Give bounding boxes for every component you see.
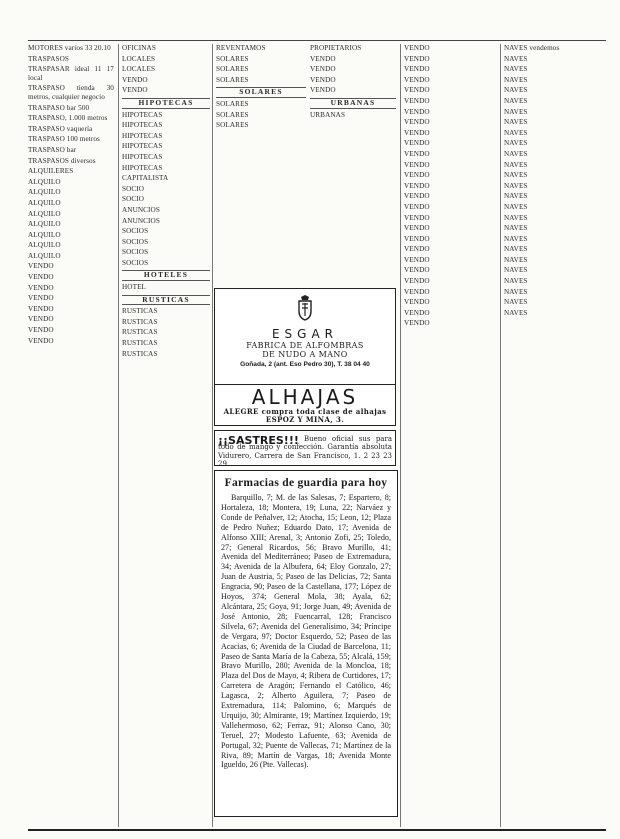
classified-ad: NAVES: [504, 75, 528, 84]
classified-ad: VENDO: [28, 273, 54, 282]
classified-ad: NAVES: [504, 128, 528, 137]
classified-ad: VENDO: [404, 44, 430, 52]
classified-ad: VENDO: [404, 213, 430, 222]
classified-ad: VENDO: [404, 277, 430, 286]
classified-ad: VENDO: [404, 128, 430, 137]
classified-ad: SOLARES: [216, 54, 249, 63]
classified-ad: NAVES: [504, 54, 528, 63]
classified-ad: ALQUILO: [28, 230, 61, 239]
classified-ad: VENDO: [404, 255, 430, 264]
section-heading: URBANAS: [310, 98, 396, 109]
classified-ad: LOCALES: [122, 54, 156, 63]
classified-ad: VENDO: [404, 245, 430, 254]
classified-ad: VENDO: [404, 75, 430, 84]
classified-ad: NAVES: [504, 224, 528, 233]
classified-ad: VENDO: [310, 54, 336, 63]
classified-column-3: [216, 44, 306, 283]
classified-ad: ANUNCIOS: [122, 216, 160, 225]
classified-ad: SOCIOS: [122, 248, 149, 257]
alhajas-line-1: ALEGRE compra toda clase de alhajas: [223, 407, 387, 416]
classified-ad: VENDO: [404, 308, 430, 317]
farmacias-list: Barquillo, 7; M. de las Salesas, 7; Espartero, 8; Hortaleza, 18; Montera, 19; Luna, 22; Narváez y Conde de Peñalver, 12; Atocha, 15; Leon, 12; Plaza de Pedro Nuñez; Eduardo Dato, 17; Avenida de Alfonso XIII; Arenal, 3; Antonio Zofi, 25; Toledo, 27; General Ricardos, 56; Bravo Murillo, 41; Avenida del Mediterráneo; Paseo de Extremadura, 34; Avenida de la Albufera, 64; Eloy Gonzalo, 27; Juan de Austria, 5; Paseo de las Delicias, 72; Santa Engracia, 90; Paseo de la Castellana, 177; López de Hoyos, 374; General Mola, 38; Ayala, 62; Alcántara, 25; Goya, 91; Jorge Juan, 49; Avenida de José Antonio, 28; Fuencarral, 128; Francisco Silvela, 67; Avenida del Generalísimo, 34; Príncipe de Vergara, 97; Doctor Esquerdo, 52; Paseo de las Acacias, 6; Avenida de la Ciudad de Barcelona, 11; Paseo de Santa María de la Cabeza, 55; Alcalá, 159; Bravo Murillo, 280; Avenida de la Moncloa, 18; Plaza del Dos de Mayo, 4; Ribera de Curtidores, 17; Carretera de Aragón; Fernando el Católico, 46; Lagasca, 2; Alberto Aguilera, 7; Paseo de Extremadura, 114; Palomino, 6; Marqués de Urquijo, 30; Almirante, 19; Martínez Izquierdo, 19; Vallehermoso, 62; Ferraz, 91; Alonso Cano, 30; Teruel, 27; Modesto Lafuente, 63; Avenida de Portugal, 32; Puente de Vallecas, 71; Martínez de la Riva, 89; Martín de Vargas, 18; Avenida Monte Igueldo, 26 (Pte. Vallecas).: [221, 493, 391, 770]
classified-column-5: [404, 44, 496, 827]
classified-ad: VENDO: [28, 283, 54, 292]
classified-ad: RUSTICAS: [122, 349, 158, 358]
classified-ad: TRASPASO, 1.000 metros: [28, 114, 108, 123]
sastres-text: Bueno oficial sus para todo de mango y confección. Garantía absoluta Vidurero, Carrera de San Francisco, 1. 2 23 23 29: [218, 435, 392, 469]
section-heading: RUSTICAS: [122, 295, 210, 306]
classified-ad: URBANAS: [310, 110, 346, 119]
classified-ad: TRASPASOS: [28, 54, 69, 63]
classified-ad: ALQUILO: [28, 220, 61, 229]
classified-ad: TRASPASO 100 metros: [28, 135, 100, 144]
classified-ad: VENDO: [404, 202, 430, 211]
classified-ad: VENDO: [28, 336, 54, 345]
classified-ad: SOLARES: [216, 75, 249, 84]
classified-ad: ALQUILO: [28, 241, 61, 250]
column-rule: [212, 44, 213, 827]
classified-ad: VENDO: [28, 262, 54, 271]
classified-ad: SOLARES: [216, 99, 249, 108]
classified-ad: NAVES: [504, 160, 528, 169]
classified-ad: NAVES: [504, 308, 528, 317]
classified-ad: NAVES: [504, 149, 528, 158]
classified-ad: SOLARES: [216, 121, 249, 130]
classified-ad: NAVES: [504, 255, 528, 264]
classified-ad: ALQUILO: [28, 251, 61, 260]
classified-ad: VENDO: [122, 75, 148, 84]
classified-ad: NAVES: [504, 86, 528, 95]
classified-ad: VENDO: [404, 139, 430, 148]
classified-ad: SOCIOS: [122, 227, 149, 236]
esgar-advert: [214, 288, 396, 385]
classified-ad: SOLARES: [216, 65, 249, 74]
classified-ad: NAVES: [504, 107, 528, 116]
classified-ad: TRASPASO bar 500: [28, 103, 90, 112]
classified-ad: VENDO: [404, 86, 430, 95]
classified-ad: VENDO: [404, 319, 430, 328]
classified-ad: HIPOTECAS: [122, 152, 163, 161]
classified-ad: VENDO: [28, 294, 54, 303]
classified-ad: VENDO: [28, 326, 54, 335]
classified-ad: RUSTICAS: [122, 339, 158, 348]
classified-ad: SOCIO: [122, 195, 145, 204]
classified-ad: ALQUILO: [28, 198, 61, 207]
classified-ad: TRASPASOS diversos: [28, 156, 96, 165]
alhajas-title: ALHAJAS: [251, 385, 359, 409]
classified-ad: ALQUILO: [28, 177, 61, 186]
classified-ad: NAVES: [504, 96, 528, 105]
section-heading: HIPOTECAS: [122, 98, 210, 109]
classified-ad: VENDO: [404, 224, 430, 233]
classified-ad: NAVES: [504, 171, 528, 180]
classified-ad: VENDO: [404, 65, 430, 74]
classified-ad: ALQUILO: [28, 209, 61, 218]
classified-ad: VENDO: [310, 65, 336, 74]
classified-ad: NAVES: [504, 202, 528, 211]
esgar-brand-name: ESGAR: [271, 327, 339, 341]
sastres-advert: [214, 430, 396, 469]
classified-column-6: [504, 44, 604, 827]
classified-ad: VENDO: [404, 298, 430, 307]
classified-ad: NAVES: [504, 287, 528, 296]
classified-ad: VENDO: [404, 96, 430, 105]
alhajas-advert: [214, 384, 396, 426]
classified-column-2: [122, 44, 210, 827]
classified-ad: VENDO: [404, 107, 430, 116]
esgar-tagline-2: DE NUDO A MANO: [262, 350, 348, 359]
classified-ad: VENDO: [310, 75, 336, 84]
classified-ad: TRASPASO tienda 30 metros, cualquier negocio: [28, 84, 114, 101]
classified-ad: HOTEL: [122, 283, 147, 292]
classified-ad: TRASPASO vaquería: [28, 124, 93, 133]
top-rule: [28, 40, 606, 41]
classified-ad: SOCIOS: [122, 237, 149, 246]
alhajas-line-2: ESPOZ Y MINA, 3.: [265, 415, 345, 424]
esgar-tagline: FABRICA DE ALFOMBRAS: [246, 341, 364, 350]
classified-ad: NAVES: [504, 192, 528, 201]
classified-ad: NAVES: [504, 139, 528, 148]
classified-column-1: [28, 44, 114, 827]
classified-ad: HIPOTECAS: [122, 163, 163, 172]
classified-ad: NAVES: [504, 65, 528, 74]
classified-ad: HIPOTECAS: [122, 110, 163, 119]
classified-ad: NAVES: [504, 118, 528, 127]
classified-ad: SOLARES: [216, 110, 249, 119]
classified-ad: NAVES vendemos: [504, 44, 560, 52]
column-rule: [118, 44, 119, 827]
classified-ad: RUSTICAS: [122, 328, 158, 337]
classified-ad: RUSTICAS: [122, 307, 158, 316]
classified-ad: VENDO: [404, 192, 430, 201]
classified-column-4: [310, 44, 396, 263]
classified-ad: ALQUILO: [28, 188, 61, 197]
classified-ad: VENDO: [28, 315, 54, 324]
classified-ad: REVENTAMOS: [216, 44, 266, 52]
classified-ad: NAVES: [504, 266, 528, 275]
classified-ad: NAVES: [504, 213, 528, 222]
classified-ad: ALQUILERES: [28, 167, 74, 176]
classified-ad: VENDO: [404, 149, 430, 158]
farmacias-guardia-box: [214, 470, 398, 817]
classified-ad: VENDO: [404, 266, 430, 275]
classified-ad: OFICINAS: [122, 44, 156, 52]
column-rule: [400, 44, 401, 827]
classified-ad: NAVES: [504, 277, 528, 286]
classified-ad: LOCALES: [122, 65, 156, 74]
classified-ad: VENDO: [310, 86, 336, 95]
classified-ad: HIPOTECAS: [122, 131, 163, 140]
classified-ad: NAVES: [504, 298, 528, 307]
esgar-address: Goñada, 2 (ant. Eso Pedro 30), T. 38 04 40: [240, 361, 370, 368]
classified-ad: SOCIO: [122, 184, 145, 193]
classified-ad: MOTORES varios 33 20.10: [28, 44, 111, 52]
section-heading: HOTELES: [122, 270, 210, 281]
classified-ad: VENDO: [404, 54, 430, 63]
classified-ad: VENDO: [404, 160, 430, 169]
classified-ad: NAVES: [504, 245, 528, 254]
farmacias-title: Farmacias de guardia para hoy: [224, 477, 388, 489]
classified-ad: NAVES: [504, 234, 528, 243]
bottom-rule: [28, 829, 606, 831]
classified-ad: ANUNCIOS: [122, 205, 160, 214]
classified-ad: PROPIETARIOS: [310, 44, 362, 52]
classified-ad: VENDO: [404, 287, 430, 296]
sastres-title: ¡¡SASTRES!!!: [218, 434, 299, 447]
classified-ad: CAPITALISTA: [122, 174, 169, 183]
classified-ad: VENDO: [404, 118, 430, 127]
classified-ad: TRASPASAR ideal 11 17 local: [28, 65, 114, 82]
classified-ad: VENDO: [28, 304, 54, 313]
classified-ad: VENDO: [122, 86, 148, 95]
classified-ad: TRASPASO bar: [28, 145, 77, 154]
column-rule: [500, 44, 501, 827]
classified-ad: VENDO: [404, 234, 430, 243]
section-heading: SOLARES: [216, 87, 306, 98]
classified-ad: HIPOTECAS: [122, 142, 163, 151]
royal-crest-icon: [296, 295, 314, 321]
classified-ad: VENDO: [404, 171, 430, 180]
classified-ad: SOCIOS: [122, 258, 149, 267]
classified-ad: NAVES: [504, 181, 528, 190]
classified-ad: RUSTICAS: [122, 317, 158, 326]
classified-ad: HIPOTECAS: [122, 121, 163, 130]
classified-ad: VENDO: [404, 181, 430, 190]
